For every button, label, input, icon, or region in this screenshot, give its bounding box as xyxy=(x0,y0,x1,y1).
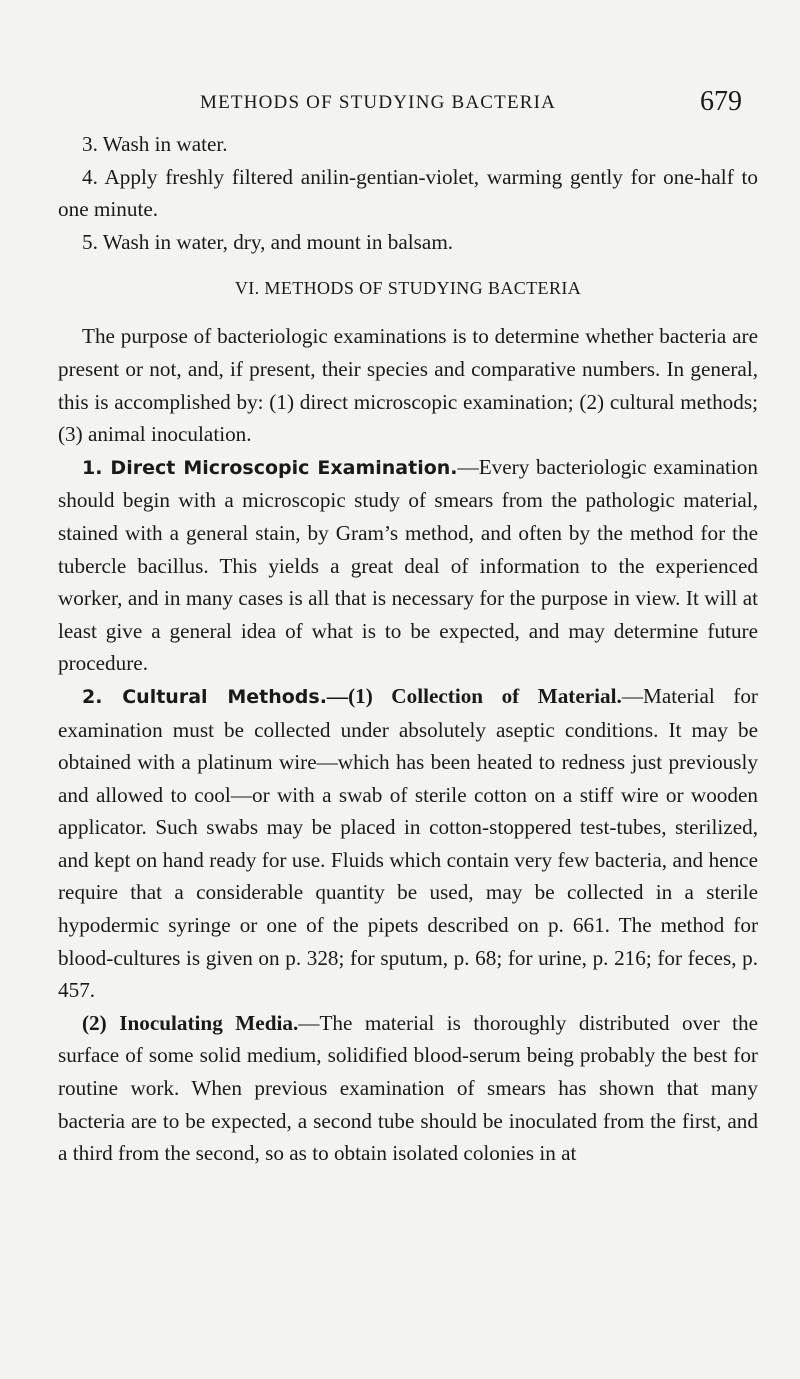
direct-examination-paragraph xyxy=(58,451,758,680)
page-number: 679 xyxy=(700,86,742,117)
step-3: 3. Wash in water. xyxy=(82,132,228,156)
running-title: METHODS OF STUDYING BACTERIA xyxy=(200,92,557,113)
direct-examination-heading: 1. Direct Microscopic Examination. xyxy=(82,456,458,479)
direct-examination-text: —Every bacteriologic examination should begin with a microscopic study of smears from the pathologic material, stained with a general stain, by Gram’s method, and often by the method for the tubercle bacillus. This yields a great deal of information to the experienced worker, and in many cases is all that is necessary for the purpose in view. It will at least give a general idea of what is to be expected, and may determine future procedure. xyxy=(58,454,758,676)
inoculating-media-text: —The material is thoroughly distributed over the surface of some solid medium, solidified blood-serum being probably the best for routine work. When previous examination of smears has shown that many bacteria are to be expected, a second tube should be inoculated from the first, and a third from the second, so as to obtain isolated colonies in at xyxy=(58,1010,759,1166)
book-page xyxy=(58,84,758,1170)
body-text xyxy=(58,128,758,1170)
step-5: 5. Wash in water, dry, and mount in balsam. xyxy=(82,229,454,254)
cultural-methods-text: —Material for examination must be collected under absolutely aseptic conditions. It may be obtained with a platinum wire—which has been heated to redness just previously and allowed to cool—or with a swab of sterile cotton on a stiff wire or wooden applicator. Such swabs may be placed in cotton-stoppered test-tubes, sterilized, and kept on hand ready for use. Fluids which contain very few bacteria, and hence require that a considerable quantity be used, may be collected in a sterile hypodermic syringe or one of the pipets described on p. 661. The method for blood-cultures is given on p. 328; for sputum, p. 68; for urine, p. 216; for feces, p. 457. xyxy=(58,683,758,1003)
intro-paragraph: The purpose of bacteriologic examinations is to determine whether bacteria are present or not, and, if present, their species and comparative numbers. In general, this is accomplished by: (1) direct microscopic examination; (2) cultural methods; (3) animal inoculation. xyxy=(58,324,758,447)
running-head xyxy=(58,84,758,128)
step-4: 4. Apply freshly filtered anilin-gentian-violet, warming gently for one-half to one minute. xyxy=(58,164,758,222)
inoculating-media-heading: (2) Inoculating Media. xyxy=(82,1010,299,1035)
inoculating-media-paragraph xyxy=(58,1007,758,1170)
section-heading: VI. METHODS OF STUDYING BACTERIA xyxy=(234,278,582,299)
collection-subheading: —(1) Collection of Material. xyxy=(326,683,622,708)
cultural-methods-heading: 2. Cultural Methods. xyxy=(82,685,327,708)
cultural-methods-paragraph xyxy=(58,680,758,1007)
